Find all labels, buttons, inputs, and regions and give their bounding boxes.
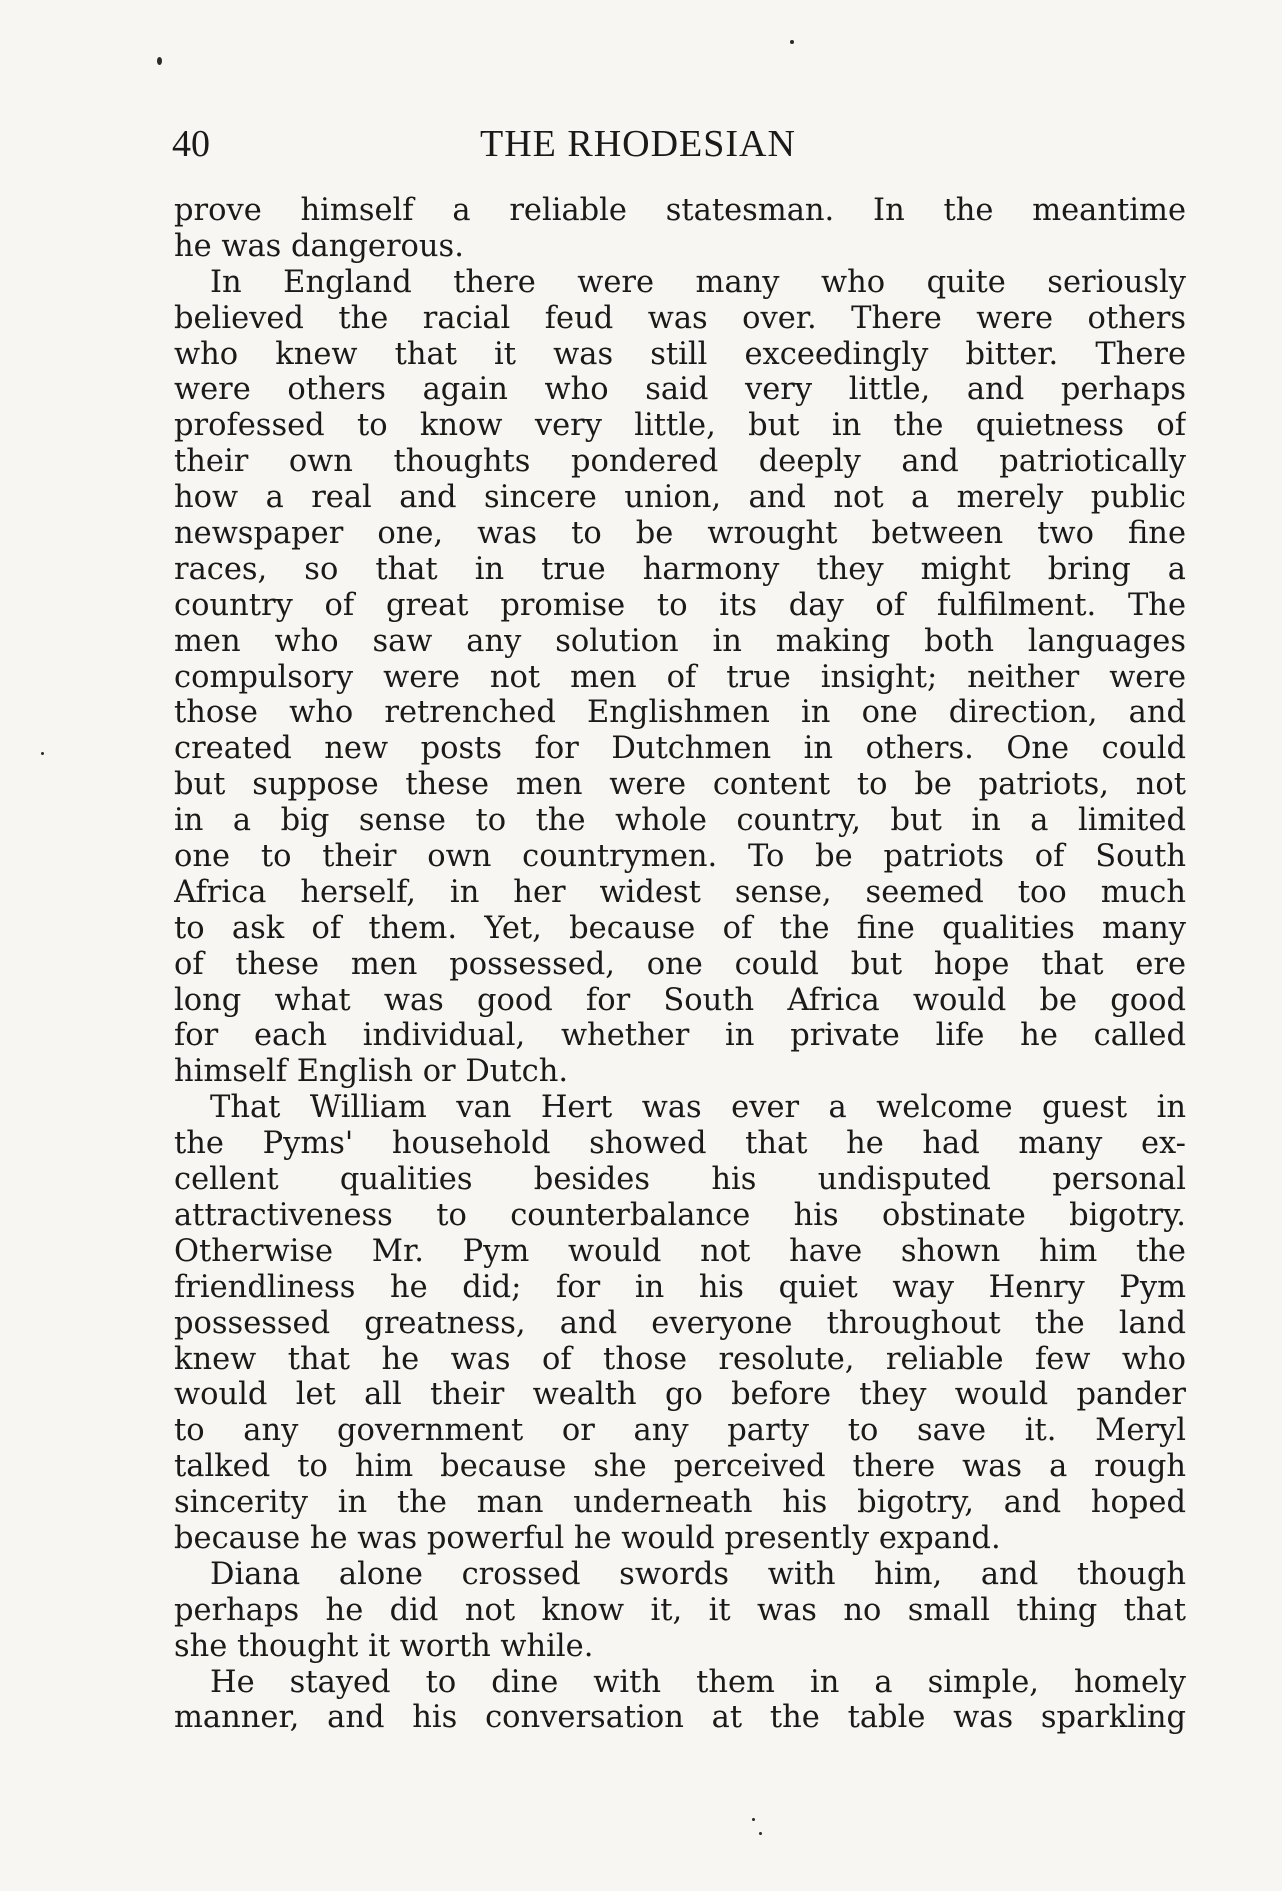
text-line: those who retrenched Englishmen in one direction, and <box>174 695 1186 731</box>
ink-speck <box>41 752 44 755</box>
text-line: the Pyms' household showed that he had many ex- <box>174 1126 1186 1162</box>
text-line: to any government or any party to save it. Meryl <box>174 1413 1186 1449</box>
text-line: long what was good for South Africa would be good <box>174 982 1186 1018</box>
text-line: she thought it worth while. <box>174 1628 594 1664</box>
page-header <box>172 118 1184 170</box>
text-line: because he was powerful he would presently expand. <box>174 1520 1001 1556</box>
text-line: created new posts for Dutchmen in others. One could <box>174 731 1186 767</box>
text-line: country of great promise to its day of fulfilment. The <box>174 587 1186 623</box>
text-line: That William van Hert was ever a welcome guest in <box>210 1090 1186 1126</box>
text-line: but suppose these men were content to be patriots, not <box>174 767 1186 803</box>
text-line: how a real and sincere union, and not a merely public <box>174 480 1186 516</box>
text-line: In England there were many who quite seriously <box>210 264 1186 300</box>
text-line: attractiveness to counterbalance his obstinate bigotry. <box>174 1197 1186 1233</box>
text-line: compulsory were not men of true insight; neither were <box>174 659 1186 695</box>
page-number: 40 <box>172 123 210 165</box>
text-line: He stayed to dine with them in a simple, homely <box>210 1664 1186 1700</box>
text-line: their own thoughts pondered deeply and patriotically <box>174 444 1186 480</box>
text-line: Africa herself, in her widest sense, seemed too much <box>174 874 1186 910</box>
text-line: races, so that in true harmony they might bring a <box>174 551 1186 587</box>
text-line: newspaper one, was to be wrought between two fine <box>174 516 1186 552</box>
ink-speck <box>790 40 794 44</box>
text-line: talked to him because she perceived there was a rough <box>174 1449 1186 1485</box>
text-line: perhaps he did not know it, it was no small thing that <box>174 1592 1186 1628</box>
text-line: for each individual, whether in private life he called <box>174 1018 1186 1054</box>
text-line: cellent qualities besides his undisputed personal <box>174 1162 1186 1198</box>
text-line: manner, and his conversation at the table was sparkling <box>174 1700 1186 1736</box>
ink-speck <box>157 57 162 65</box>
text-line: possessed greatness, and everyone throughout the land <box>174 1305 1186 1341</box>
text-line: of these men possessed, one could but hope that ere <box>174 946 1186 982</box>
text-line: professed to know very little, but in the quietness of <box>174 408 1186 444</box>
text-line: one to their own countrymen. To be patriots of South <box>174 839 1186 875</box>
text-line: he was dangerous. <box>174 228 464 264</box>
text-line: Otherwise Mr. Pym would not have shown him the <box>174 1233 1186 1269</box>
text-line: friendliness he did; for in his quiet way Henry Pym <box>174 1269 1186 1305</box>
text-line: sincerity in the man underneath his bigotry, and hoped <box>174 1485 1186 1521</box>
ink-speck <box>752 1818 755 1821</box>
text-line: who knew that it was still exceedingly bitter. There <box>174 336 1186 372</box>
ink-speck <box>759 1832 762 1835</box>
text-line: believed the racial feud was over. There were others <box>174 300 1186 336</box>
body-text <box>174 193 1186 1736</box>
text-line: in a big sense to the whole country, but in a limited <box>174 803 1186 839</box>
text-line: were others again who said very little, and perhaps <box>174 372 1186 408</box>
text-line: himself English or Dutch. <box>174 1054 569 1090</box>
text-line: men who saw any solution in making both languages <box>174 623 1186 659</box>
text-line: knew that he was of those resolute, reliable few who <box>174 1341 1186 1377</box>
text-line: Diana alone crossed swords with him, and though <box>210 1556 1186 1592</box>
text-line: to ask of them. Yet, because of the fine qualities many <box>174 910 1186 946</box>
text-line: would let all their wealth go before they would pander <box>174 1377 1186 1413</box>
text-line: prove himself a reliable statesman. In the meantime <box>174 193 1186 228</box>
running-title: THE RHODESIAN <box>480 123 796 165</box>
